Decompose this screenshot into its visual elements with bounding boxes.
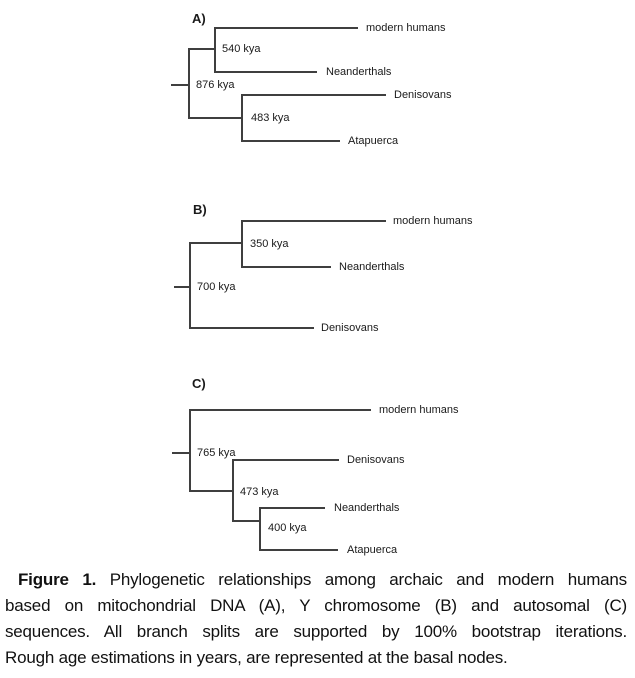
taxon-label: modern humans (393, 215, 473, 227)
caption-line-1-text: Phylogenetic relationships among archaic and modern humans (109, 570, 627, 589)
taxon-label: Denisovans (394, 89, 452, 101)
panel-label-B: B) (193, 202, 207, 217)
taxon-label: Neanderthals (334, 502, 400, 514)
taxon-label: modern humans (379, 404, 459, 416)
taxon-label: modern humans (366, 22, 446, 34)
node-age-label: 473 kya (240, 486, 279, 498)
tree-panel-A (172, 11, 452, 147)
node-age-label: 765 kya (197, 447, 236, 459)
node-age-label: 483 kya (251, 112, 290, 124)
taxon-label: Denisovans (321, 322, 379, 334)
taxon-label: Atapuerca (347, 544, 398, 556)
taxon-label: Atapuerca (348, 135, 399, 147)
caption-line-2: based on mitochondrial DNA (A), Y chromosome (B) and autosomal (C) (5, 596, 627, 615)
taxon-label: Denisovans (347, 454, 405, 466)
figure-number-label: Figure 1. (18, 570, 97, 589)
caption-line-1 (5, 567, 627, 593)
node-age-label: 400 kya (268, 522, 307, 534)
node-age-label: 540 kya (222, 43, 261, 55)
caption-line-3: sequences. All branch splits are supported by 100% bootstrap iterations. (5, 622, 627, 641)
figure-caption (5, 567, 627, 671)
taxon-label: Neanderthals (339, 261, 405, 273)
taxon-label: Neanderthals (326, 66, 392, 78)
caption-line-4: Rough age estimations in years, are represented at the basal nodes. (5, 648, 508, 667)
node-age-label: 350 kya (250, 238, 289, 250)
panel-label-C: C) (192, 376, 206, 391)
tree-panel-C (173, 376, 459, 556)
node-age-label: 876 kya (196, 79, 235, 91)
node-age-label: 700 kya (197, 281, 236, 293)
tree-panel-B (175, 202, 473, 334)
panel-label-A: A) (192, 11, 206, 26)
